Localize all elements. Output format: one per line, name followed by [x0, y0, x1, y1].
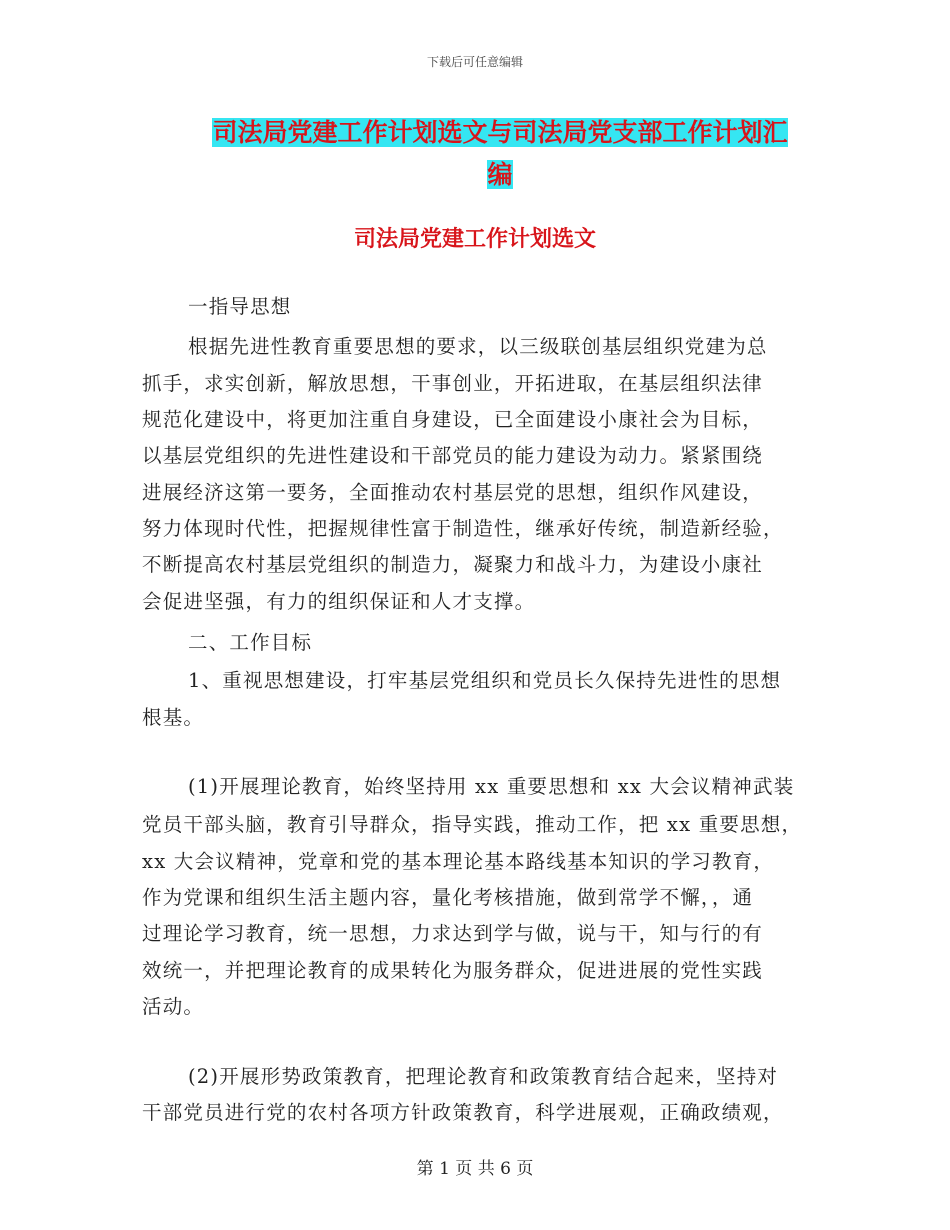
paragraph-line: 干部党员进行党的农村各项方针政策教育，科学进展观，正确政绩观， [142, 1101, 784, 1124]
paragraph-line: 规范化建设中，将更加注重自身建设，已全面建设小康社会为目标， [142, 408, 764, 431]
paragraph-line: 不断提高农村基层党组织的制造力，凝聚力和战斗力，为建设小康社 [142, 553, 764, 576]
title-line-2: 编 [487, 160, 513, 189]
paragraph-line: xx 大会议精神，党章和党的基本理论基本路线基本知识的学习教育， [142, 850, 775, 873]
paragraph-line: 活动。 [142, 995, 205, 1018]
document-title [195, 112, 805, 196]
paragraph-line: 进展经济这第一要务，全面推动农村基层党的思想，组织作风建设， [142, 481, 764, 504]
paragraph-line: 效统一，并把理论教育的成果转化为服务群众，促进进展的党性实践 [142, 959, 764, 982]
paragraph-line: 1、重视思想建设，打牢基层党组织和党员长久保持先进性的思想 [188, 669, 782, 692]
section-title: 司法局党建工作计划选文 [353, 227, 596, 252]
paragraph-line: 努力体现时代性，把握规律性富于制造性，继承好传统，制造新经验， [142, 517, 784, 540]
paragraph-line: 会促进坚强，有力的组织保证和人才支撑。 [142, 590, 536, 613]
heading-guiding-idea: 一指导思想 [188, 295, 292, 318]
heading-work-goals: 二、工作目标 [188, 631, 313, 654]
paragraph-line: (1)开展理论教育，始终坚持用 xx 重要思想和 xx 大会议精神武装 [188, 775, 795, 798]
header-note: 下载后可任意编辑 [426, 55, 523, 69]
paragraph-line: 抓手，求实创新，解放思想，干事创业，开拓进取，在基层组织法律 [142, 372, 764, 395]
paragraph-line: 以基层党组织的先进性建设和干部党员的能力建设为动力。紧紧围绕 [142, 444, 764, 467]
title-line-1: 司法局党建工作计划选文与司法局党支部工作计划汇 [212, 118, 788, 147]
page-footer: 第 1 页 共 6 页 [416, 1159, 534, 1179]
paragraph-line: 根基。 [142, 706, 205, 729]
paragraph-line: 过理论学习教育，统一思想，力求达到学与做，说与干，知与行的有 [142, 922, 764, 945]
paragraph-line: (2)开展形势政策教育，把理论教育和政策教育结合起来，坚持对 [188, 1065, 779, 1088]
paragraph-line: 党员干部头脑，教育引导群众，指导实践，推动工作，把 xx 重要思想， [142, 813, 803, 836]
paragraph-line: 根据先进性教育重要思想的要求，以三级联创基层组织党建为总 [188, 335, 768, 358]
paragraph-line: 作为党课和组织生活主题内容，量化考核措施，做到常学不懈，，通 [142, 886, 754, 909]
